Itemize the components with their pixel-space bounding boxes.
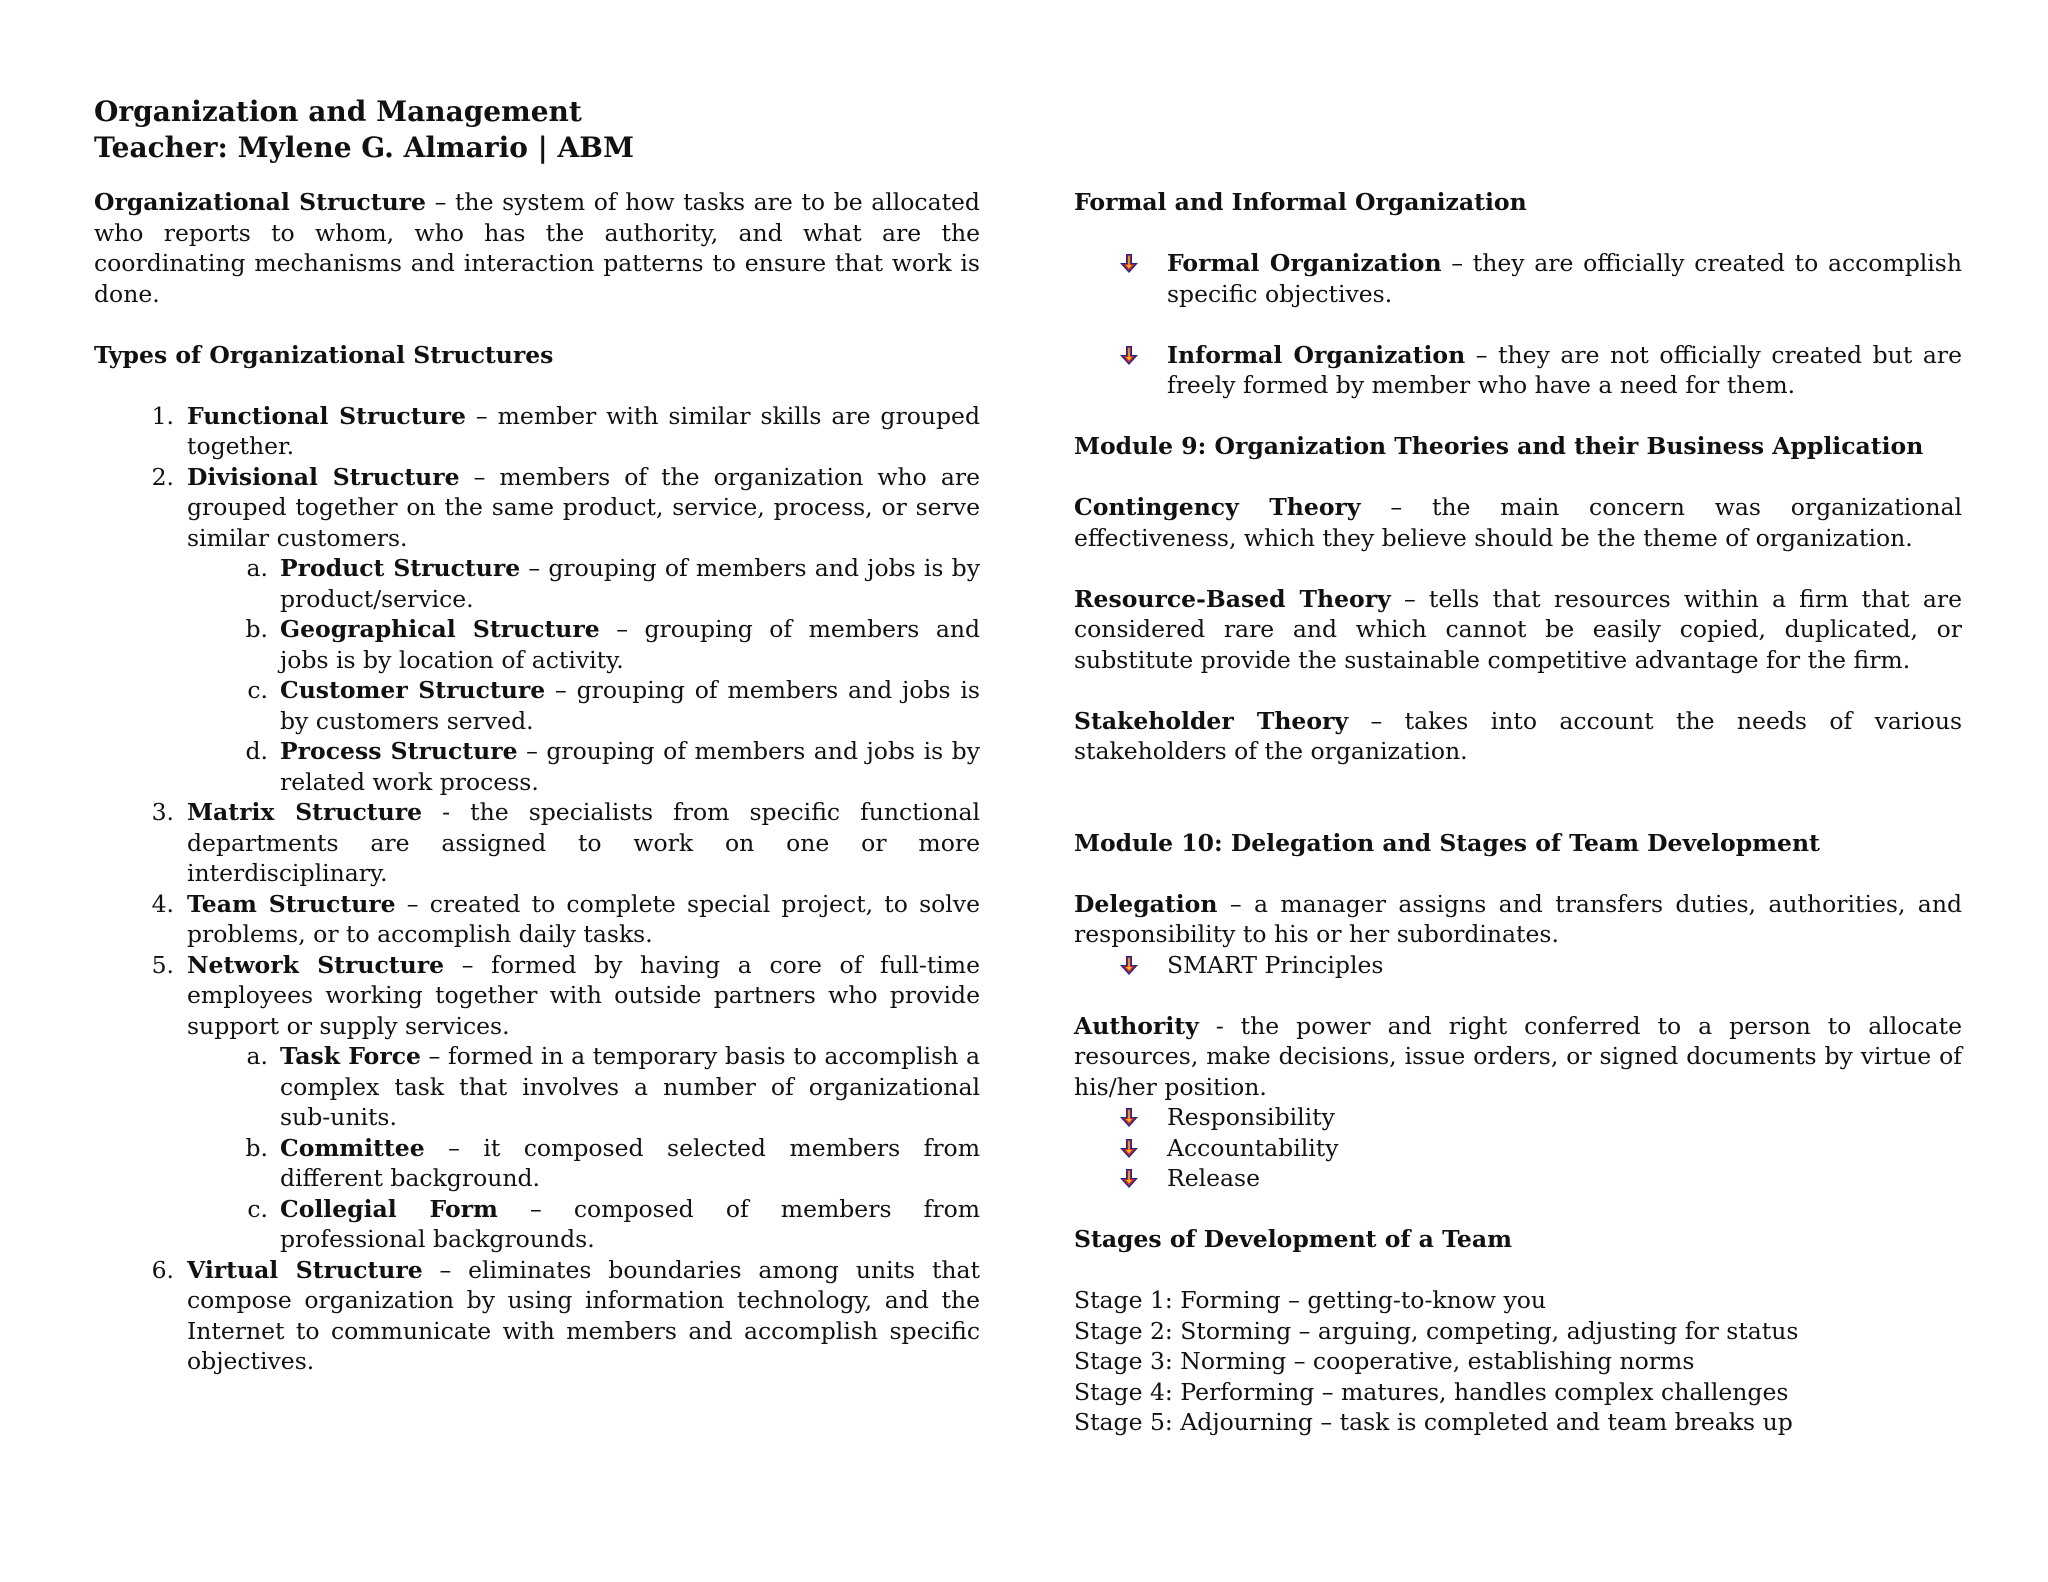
left-column [94,187,980,1377]
stakeholder-theory: Stakeholder Theory – takes into account the needs of various stakeholders of the organization. [1074,706,1963,765]
page-title: Organization and Management [94,95,582,128]
page-header [94,94,994,166]
list-item: 1. Functional Structure – member with similar skills are grouped together. [151,401,980,460]
authority-definition: Authority - the power and right conferred to a person to allocate resources, make decisions, issue orders, or signed documents by virtue of his/her position. [1074,1011,1962,1101]
delegation-definition: Delegation – a manager assigns and transfers duties, authorities, and responsibility to his or her subordinates. [1074,889,1962,948]
list-item: 4. Team Structure – created to complete special project, to solve problems, or to accomplish daily tasks. [151,889,980,948]
list-item: d. Process Structure – grouping of members and jobs is by related work process. [245,737,980,796]
stage-line: Stage 2: Storming – arguing, competing, adjusting for status [1074,1316,1799,1345]
stage-line: Stage 3: Norming – cooperative, establishing norms [1074,1347,1695,1375]
list-item: a. Task Force – formed in a temporary basis to accomplish a complex task that involves a number of organizational sub-units. [246,1042,980,1131]
list-item: c. Collegial Form – composed of members from professional backgrounds. [247,1194,981,1253]
module9-heading: Module 9: Organization Theories and their Business Application [1074,432,1924,460]
right-column [1074,187,1962,1438]
bullet-item: Responsibility [1074,1102,1962,1133]
stage-line: Stage 5: Adjourning – task is completed and team breaks up [1074,1408,1793,1436]
stage-line: Stage 4: Performing – matures, handles complex challenges [1074,1377,1789,1406]
module10-heading: Module 10: Delegation and Stages of Team Development [1074,828,1820,857]
contingency-theory: Contingency Theory – the main concern was organizational effectiveness, which they believe should be the theme of organization. [1074,493,1962,552]
down-arrow-bullet-icon [1118,1167,1140,1198]
down-arrow-bullet-icon [1118,252,1140,283]
stages-heading: Stages of Development of a Team [1074,1225,1512,1253]
list-item: 5. Network Structure – formed by having a core of full-time employees working together with outside partners who provide support or supply services. [151,950,980,1040]
resource-based-theory: Resource-Based Theory – tells that resources within a firm that are considered rare and which cannot be easily copied, duplicated, or substitute provide the sustainable competitive advantage for the firm. [1074,584,1962,674]
bullet-item: Release [1074,1163,1962,1194]
stage-line: Stage 1: Forming – getting-to-know you [1074,1286,1547,1314]
list-item: b. Committee – it composed selected members from different background. [245,1133,980,1192]
down-arrow-bullet-icon [1118,344,1140,375]
list-item: 6. Virtual Structure – eliminates boundaries among units that compose organization by using information technology, and the Internet to communicate with members and accomplish specific objectives. [151,1255,981,1375]
types-heading: Types of Organizational Structures [94,340,554,369]
formal-informal-heading: Formal and Informal Organization [1074,188,1527,216]
bullet-item: Informal Organization – they are not officially created but are freely formed by member who have a need for them. [1074,340,1962,401]
bullet-item: Accountability [1074,1133,1962,1164]
list-item: a. Product Structure – grouping of members and jobs is by product/service. [246,554,981,613]
org-structure-definition: Organizational Structure – the system of how tasks are to be allocated who reports to whom, who has the authority, and what are the coordinating mechanisms and interaction patterns to ensure that work is done. [94,188,980,308]
list-item: b. Geographical Structure – grouping of members and jobs is by location of activity. [245,615,981,674]
list-item: 2. Divisional Structure – members of the organization who are grouped together on the same product, service, process, or serve similar customers. [151,462,980,552]
list-item: c. Customer Structure – grouping of members and jobs is by customers served. [247,676,980,735]
bullet-item: SMART Principles [1074,950,1962,981]
teacher-line: Teacher: Mylene G. Almario | ABM [94,131,634,164]
list-item: 3. Matrix Structure - the specialists from specific functional departments are assigned to work on one or more interdisciplinary. [151,798,980,887]
bullet-item: Formal Organization – they are officially created to accomplish specific objectives. [1074,248,1962,309]
down-arrow-bullet-icon [1118,954,1140,985]
